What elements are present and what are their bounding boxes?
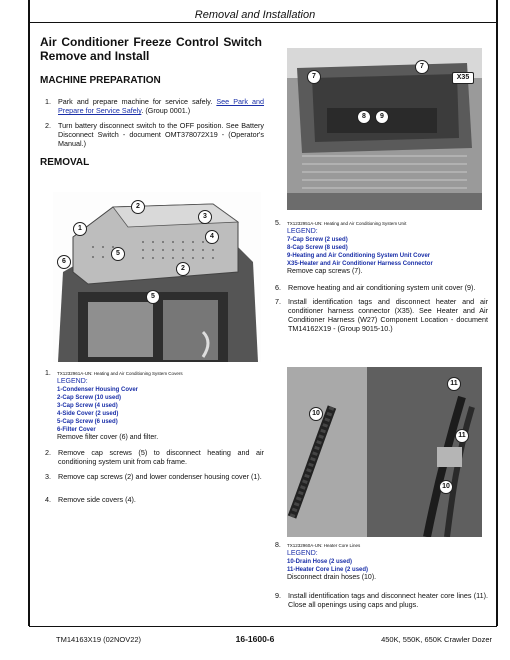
legend-item: 7-Cap Screw (2 used) (287, 237, 348, 243)
step-text: Install identification tags and disconnect heater core lines (11). Close all openings using caps and plugs. (288, 591, 488, 609)
step-number: 4. (45, 495, 51, 504)
footer-page-number: 16-1600-6 (235, 634, 275, 644)
figure-5-caption-block (275, 220, 490, 280)
legend-item: 10-Drain Hose (2 used) (287, 559, 353, 565)
machine-prep-heading: MACHINE PREPARATION (40, 75, 161, 86)
step-6 (275, 283, 490, 295)
callout-3: 3 (198, 210, 212, 224)
step-text: Park and prepare machine for service safely. (58, 97, 213, 106)
page-frame-left (28, 0, 30, 626)
legend-item: 3-Cap Screw (4 used) (57, 403, 118, 409)
callout-10b: 10 (439, 480, 453, 494)
figure-1-photo (53, 192, 261, 362)
figure-caption: TX1232961A-UN: Heating and Air Conditioning System Covers (57, 371, 183, 376)
callout-9: 9 (375, 110, 389, 124)
figure-1-caption-block (45, 370, 265, 440)
step-suffix: . (Group 0001.) (141, 106, 191, 115)
step-number: 2. (45, 121, 51, 130)
callout-6: 6 (57, 255, 71, 269)
callout-x35: X35 (452, 72, 474, 84)
legend-item: 8-Cap Screw (8 used) (287, 245, 348, 251)
footer-model: 450K, 550K, 650K Crawler Dozer (381, 635, 492, 644)
cab-hvac-illustration (53, 192, 261, 362)
park-prepare-link[interactable]: See Park and Prepare for Service Safely (58, 97, 265, 115)
figure-8-caption-block (275, 542, 490, 584)
step-number: 1. (45, 97, 51, 106)
step-number: 7. (275, 297, 281, 306)
legend-title: LEGEND: (287, 228, 318, 235)
step-number: 9. (275, 591, 281, 600)
callout-11b: 11 (455, 429, 469, 443)
callout-10a: 10 (309, 407, 323, 421)
prep-step-1 (45, 97, 265, 117)
footer-rule (29, 626, 497, 627)
legend-item: 6-Filter Cover (57, 427, 96, 433)
figure-number: 5. (275, 220, 281, 227)
figure-8-photo (287, 367, 482, 537)
step-text: Install identification tags and disconnect heater and air conditioner harness connector (X35). See Heater and Air Conditioner Harness (W27) Component Location - document TM14162X19 - (Group 9015-10.) (288, 297, 488, 333)
figure-instruction: Remove filter cover (6) and filter. (57, 434, 159, 441)
page-header-title: Removal and Installation (194, 9, 316, 21)
step-text: Turn battery disconnect switch to the OFF position. See Battery Disconnect Switch - document OMT378072X19 - (Operator's Manual.) (58, 121, 264, 148)
step-text: Remove cap screws (5) to disconnect heating and air conditioning system unit from cab frame. (58, 448, 264, 466)
legend-item: 5-Cap Screw (6 used) (57, 419, 118, 425)
section-title: Air Conditioner Freeze Control Switch Remove and Install (40, 35, 262, 63)
callout-5: 5 (111, 247, 125, 261)
step-7 (275, 297, 490, 337)
callout-7b: 7 (415, 60, 429, 74)
legend-item: 4-Side Cover (2 used) (57, 411, 119, 417)
page-frame-right (496, 0, 498, 626)
figure-instruction: Disconnect drain hoses (10). (287, 574, 377, 581)
step-number: 2. (45, 448, 51, 457)
legend-item: 9-Heating and Air Conditioning System Unit Cover (287, 253, 431, 259)
figure-caption: TX1232951A-UN: Heating and Air Conditioning System Unit (287, 221, 407, 226)
footer-doc-id: TM14163X19 (02NOV22) (56, 635, 142, 644)
step-number: 3. (45, 472, 51, 481)
step-2 (45, 448, 265, 468)
heater-core-lines-illustration (287, 367, 482, 537)
legend-title: LEGEND: (287, 550, 318, 557)
step-text: Remove cap screws (2) and lower condenser housing cover (1). (58, 472, 262, 481)
prep-step-2 (45, 121, 265, 151)
step-text: Remove side covers (4). (58, 495, 136, 504)
legend-title: LEGEND: (57, 378, 88, 385)
step-3 (45, 472, 265, 492)
legend-item: 11-Heater Core Line (2 used) (287, 567, 369, 573)
step-9 (275, 591, 490, 611)
callout-11a: 11 (447, 377, 461, 391)
figure-instruction: Remove cap screws (7). (287, 268, 363, 275)
callout-4: 4 (205, 230, 219, 244)
removal-heading: REMOVAL (40, 157, 90, 168)
step-text: Remove heating and air conditioning system unit cover (9). (288, 283, 476, 292)
callout-5b: 5 (146, 290, 160, 304)
figure-5-photo (287, 48, 482, 210)
figure-number: 1. (45, 370, 51, 377)
callout-1: 1 (73, 222, 87, 236)
header-rule (29, 22, 497, 23)
legend-item: X35-Heater and Air Conditioner Harness Connector (287, 261, 433, 267)
step-number: 6. (275, 283, 281, 292)
callout-8: 8 (357, 110, 371, 124)
callout-7a: 7 (307, 70, 321, 84)
figure-caption: TX1232960A-UN: Heater Core Lines (287, 543, 361, 548)
legend-item: 2-Cap Screw (10 used) (57, 395, 122, 401)
legend-item: 1-Condenser Housing Cover (57, 387, 139, 393)
callout-2b: 2 (131, 200, 145, 214)
callout-2: 2 (176, 262, 190, 276)
step-4 (45, 495, 265, 507)
figure-number: 8. (275, 542, 281, 549)
